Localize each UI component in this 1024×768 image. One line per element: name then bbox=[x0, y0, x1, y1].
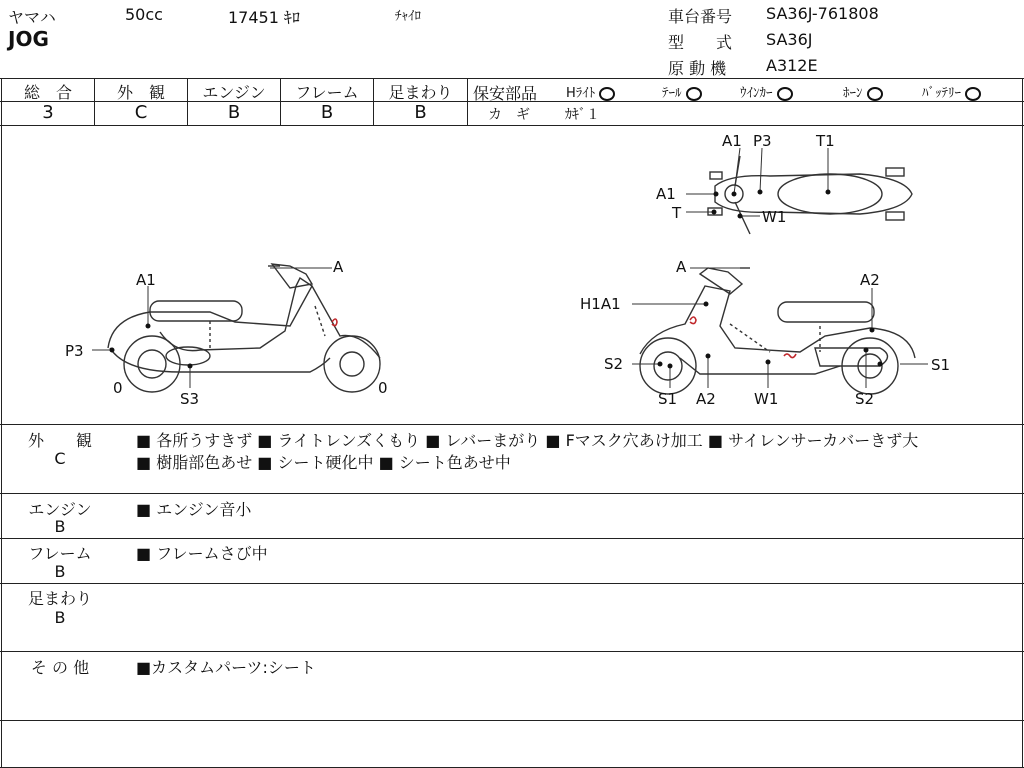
safety-label: 保安部品 bbox=[473, 84, 538, 103]
grid-line bbox=[0, 78, 1024, 79]
grade-value-overall: 3 bbox=[42, 102, 54, 123]
remark-label-engine: エンジン bbox=[28, 500, 92, 519]
diagram-label: A1 bbox=[722, 132, 742, 150]
remark-label-suspension: 足まわり bbox=[27, 589, 92, 608]
type-value: SA36J bbox=[766, 30, 813, 49]
frame-no: SA36J-761808 bbox=[766, 4, 879, 23]
diagram-label: 0 bbox=[378, 379, 388, 397]
diagram-label: A2 bbox=[696, 390, 716, 408]
grid-line bbox=[0, 424, 1024, 425]
diagram-label: T1 bbox=[816, 132, 835, 150]
grid-line bbox=[467, 101, 1024, 102]
diagram-label: H1A1 bbox=[580, 295, 621, 313]
grade-value-frame: B bbox=[320, 102, 334, 123]
remark-line: ■ 各所うすきず ■ ライトレンズくもり ■ レバーまがり ■ Fマスク穴あけ加工 ■ サイレンサーカバーきず大 bbox=[136, 431, 919, 450]
grade-value-exterior: C bbox=[134, 102, 148, 123]
remark-grade-engine: B bbox=[54, 517, 66, 536]
grade-label-suspension: 足まわり bbox=[388, 83, 453, 102]
diagram-label: T bbox=[672, 204, 682, 222]
remark-grade-frame: B bbox=[54, 562, 66, 581]
frame-no-label: 車台番号 bbox=[668, 7, 733, 26]
grade-label-exterior: 外 観 bbox=[116, 83, 165, 102]
damage-mark bbox=[690, 317, 696, 324]
diagram-label: S1 bbox=[931, 356, 951, 374]
scooter-damage-diagram bbox=[0, 126, 1024, 424]
grid-line bbox=[0, 583, 1024, 584]
diagram-label: S1 bbox=[658, 390, 678, 408]
damage-mark bbox=[784, 354, 796, 358]
damage-mark bbox=[332, 319, 337, 326]
diagram-label: A1 bbox=[656, 185, 676, 203]
remark-line: ■ 樹脂部色あせ ■ シート硬化中 ■ シート色あせ中 bbox=[136, 453, 511, 472]
grid-line bbox=[0, 720, 1024, 721]
grid-line bbox=[0, 538, 1024, 539]
engine-label: 原 動 機 bbox=[668, 59, 727, 78]
remark-grade-suspension: B bbox=[54, 608, 66, 627]
safety-item-tail: ﾃｰﾙ bbox=[662, 82, 702, 101]
grade-label-overall: 総 合 bbox=[23, 83, 72, 102]
diagram-label: A bbox=[676, 258, 687, 276]
safety-item-headlight: Hﾗｲﾄ bbox=[566, 82, 615, 101]
diagram-label: S3 bbox=[180, 390, 200, 408]
grid-line bbox=[467, 78, 468, 125]
diagram-label: W1 bbox=[754, 390, 779, 408]
diagram-label: S2 bbox=[855, 390, 875, 408]
key-label: カ ギ bbox=[488, 107, 530, 123]
remark-line: ■カスタムパーツ:シート bbox=[136, 658, 316, 677]
maker: ヤマハ bbox=[8, 8, 56, 27]
grade-label-frame: フレーム bbox=[295, 83, 359, 102]
remark-line: ■ エンジン音小 bbox=[136, 500, 252, 519]
diagram-label: A2 bbox=[860, 271, 880, 289]
diagram-label: P3 bbox=[65, 342, 84, 360]
grade-label-engine: エンジン bbox=[202, 83, 266, 102]
diagram-label: P3 bbox=[753, 132, 772, 150]
circle-icon bbox=[686, 87, 702, 101]
circle-icon bbox=[867, 87, 883, 101]
grade-value-engine: B bbox=[227, 102, 241, 123]
model-name: JOG bbox=[8, 27, 49, 51]
key-value: ｶｷﾞ１ bbox=[565, 107, 600, 123]
safety-item-battery: ﾊﾞｯﾃﾘｰ bbox=[922, 82, 981, 101]
engine-value: A312E bbox=[766, 56, 818, 75]
remark-label-other: そ の 他 bbox=[30, 658, 90, 677]
mileage-note: ﾁｬｲﾛ bbox=[395, 9, 421, 24]
grid-line bbox=[0, 493, 1024, 494]
displacement: 50cc bbox=[125, 5, 163, 24]
type-label: 型 式 bbox=[668, 33, 733, 52]
remark-label-frame: フレーム bbox=[28, 544, 92, 563]
grade-value-suspension: B bbox=[414, 102, 427, 123]
mileage: 17451 ｷﾛ bbox=[228, 8, 300, 27]
diagram-label: W1 bbox=[762, 208, 787, 226]
grid-line bbox=[0, 651, 1024, 652]
circle-icon bbox=[965, 87, 981, 101]
remark-label-exterior: 外 観 bbox=[27, 431, 92, 450]
remark-grade-exterior: C bbox=[54, 449, 66, 468]
scooter-top-view bbox=[708, 156, 912, 234]
diagram-label: A1 bbox=[136, 271, 156, 289]
diagram-label: S2 bbox=[604, 355, 624, 373]
remark-line: ■ フレームさび中 bbox=[136, 544, 268, 563]
circle-icon bbox=[777, 87, 793, 101]
diagram-label: 0 bbox=[113, 379, 123, 397]
safety-item-horn: ﾎｰﾝ bbox=[843, 82, 883, 101]
diagram-label: A bbox=[333, 258, 344, 276]
circle-icon bbox=[599, 87, 615, 101]
safety-item-winker: ｳｲﾝｶｰ bbox=[740, 82, 793, 101]
